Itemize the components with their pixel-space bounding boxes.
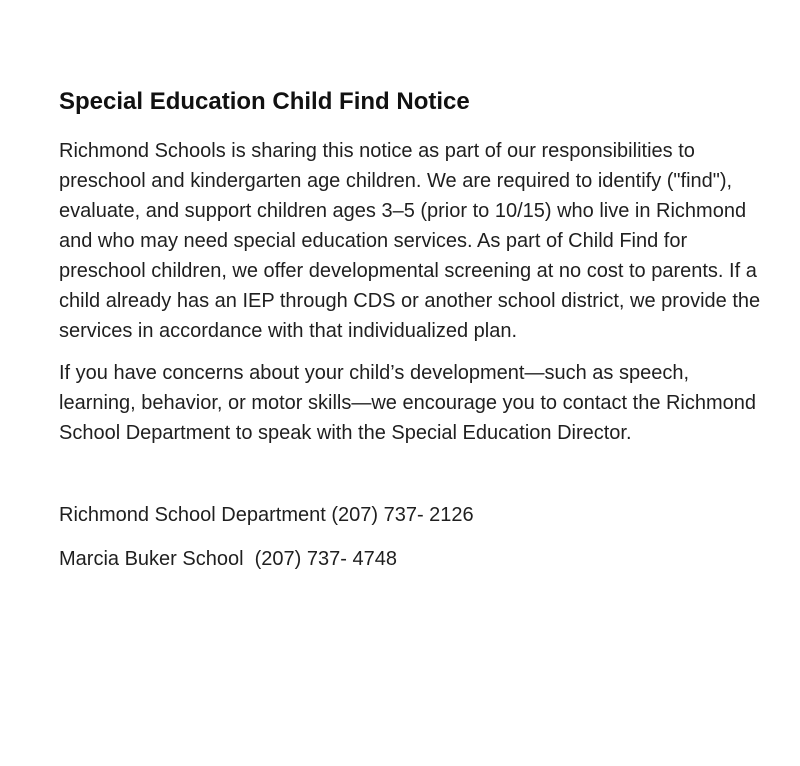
contact-list xyxy=(59,500,771,574)
contact-richmond-school-department: Richmond School Department (207) 737- 2126 xyxy=(59,504,474,526)
child-find-notice xyxy=(59,84,771,588)
contact-marcia-buker-school: Marcia Buker School (207) 737- 4748 xyxy=(59,548,397,570)
notice-paragraph-concerns: If you have concerns about your child’s development—such as speech, learning, behavior, or motor skills—we encourage you to contact the Richmond School Department to speak with the Special Education Director. xyxy=(59,362,757,444)
notice-title: Special Education Child Find Notice xyxy=(59,88,470,115)
notice-paragraph-intro: Richmond Schools is sharing this notice as part of our responsibilities to preschool and kindergarten age children. We are required to identify ("find"), evaluate, and support children ages 3–5 (prior to 10/15) who live in Richmond and who may need special education services. As part of Child Find for preschool children, we offer developmental screening at no cost to parents. If a child already has an IEP through CDS or another school district, we provide the services in accordance with that individualized plan. xyxy=(59,140,761,342)
